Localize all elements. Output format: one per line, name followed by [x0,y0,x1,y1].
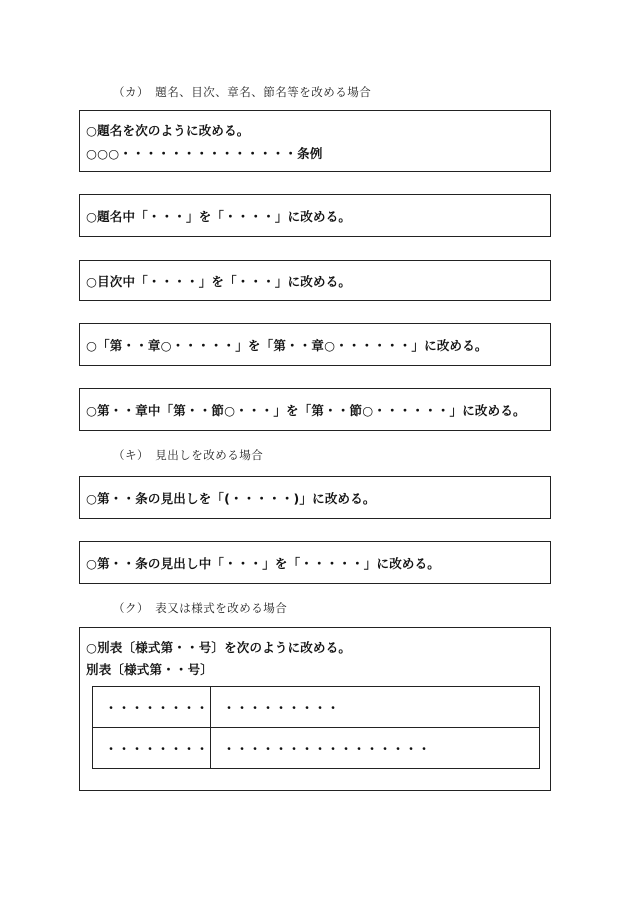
table-row [93,687,540,728]
amendment-box-title [79,110,551,172]
amendment-box-heading-change [79,541,551,584]
amendment-box-heading [79,476,551,519]
table-row [93,728,540,769]
amendment-line: ○題名を次のように改める。 [86,123,250,138]
amendment-box-chapter [79,323,551,366]
table-cell: ・・・・・・・・ [93,687,211,728]
amendment-line: ○第・・章中「第・・節○・・・」を「第・・節○・・・・・・」に改める。 [86,403,526,418]
amendment-line: 別表〔様式第・・号〕 [86,662,214,677]
section-heading-ki: （キ） 見出しを改める場合 [113,448,264,462]
section-heading-ku: （ク） 表又は様式を改める場合 [113,601,288,615]
amendment-box-table [79,627,551,791]
amendment-box-toc [79,260,551,301]
amendment-line: ○第・・条の見出し中「・・・」を「・・・・・」に改める。 [86,556,441,571]
amendment-line: ○「第・・章○・・・・・」を「第・・章○・・・・・・」に改める。 [86,338,488,353]
table-cell: ・・・・・・・・・・・・・・・・ [211,728,540,769]
amendment-line: ○第・・条の見出しを「(・・・・・)」に改める。 [86,491,376,506]
table-cell: ・・・・・・・・・ [211,687,540,728]
amendment-line: ○目次中「・・・・」を「・・・」に改める。 [86,274,352,289]
amendment-line: ○題名中「・・・」を「・・・・」に改める。 [86,209,352,224]
section-heading-ka: （カ） 題名、目次、章名、節名等を改める場合 [113,85,372,99]
amendment-line: ○○○・・・・・・・・・・・・・・条例 [86,146,323,161]
table-cell: ・・・・・・・・ [93,728,211,769]
amendment-box-title-change [79,194,551,237]
amendment-box-section [79,388,551,431]
amendment-line: ○別表〔様式第・・号〕を次のように改める。 [86,640,352,655]
attached-table [92,686,540,769]
